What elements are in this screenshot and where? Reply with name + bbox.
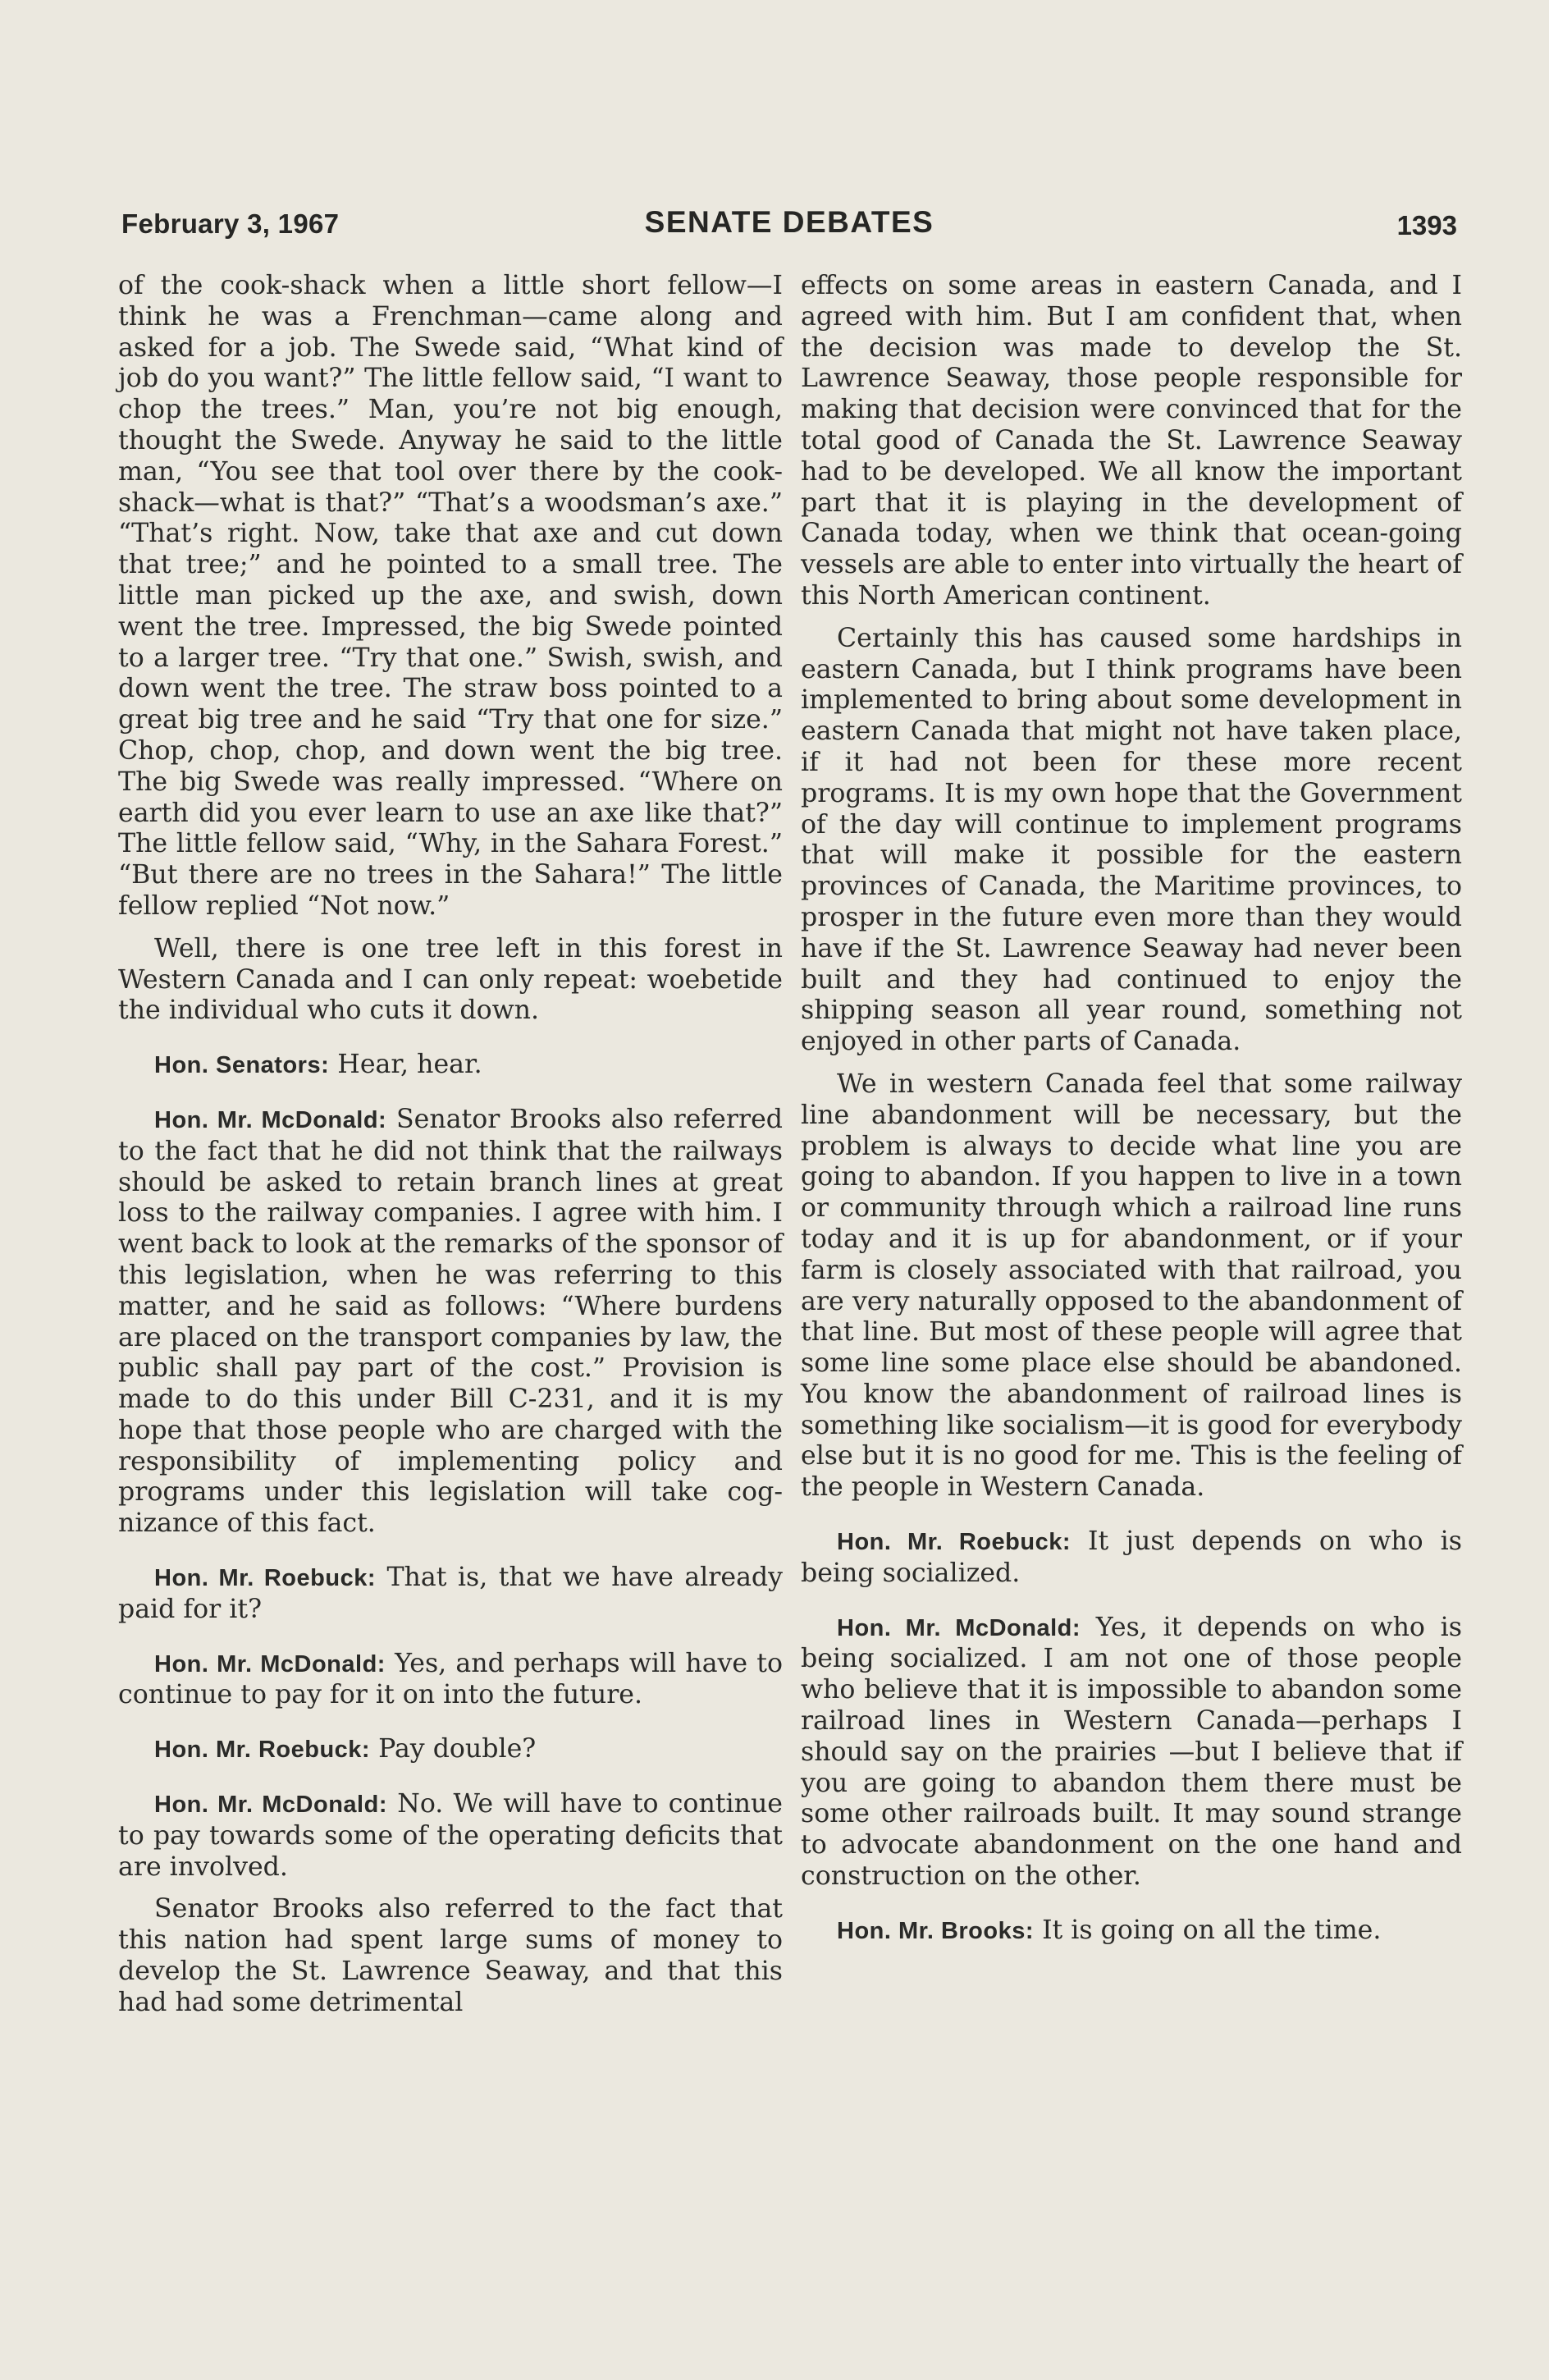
speech-text: It just depends on who is being socialized.: [801, 1526, 1462, 1588]
paragraph: Certainly this has caused some hardships in eastern Canada, but I think programs have been implemented to bring about some development in eastern Canada that might not have taken place, if it had not been for these more recent programs. It is my own hope that the Government of the day will continue to implement programs that will make it possible for the eastern provinces of Canada, the Maritime provinces, to prosper in the future even more than they would have if the St. Lawrence Seaway had never been built and they had continued to enjoy the shipping season all year round, something not enjoyed in other parts of Canada.: [801, 623, 1462, 1057]
speech: [118, 1563, 783, 1626]
header-title: SENATE DEBATES: [644, 205, 934, 239]
speaker-name: Hon. Mr. Brooks:: [837, 1917, 1035, 1944]
speech-text: Pay double?: [378, 1734, 537, 1764]
speech-text: Senator Brooks also referred to the fact that he did not think that the railways should be asked to retain branch lines at great loss to the railway companies. I agree with him. I went back to look at the remarks of the sponsor of this legislation, when he was referring to this matter, and he said as follows: “Where burdens are placed on the transport companies by law, the public shall pay part of the cost.” Provision is made to do this under Bill C-231, and it is my hope that those people who are charged with the responsibility of implementing policy and programs under this legislation will take cognizance of this fact.: [118, 1104, 783, 1539]
right-column: [801, 271, 1462, 1959]
speech-text: No. We will have to continue to pay towards some of the operating deficits that are involved.: [118, 1789, 783, 1882]
speaker-name: Hon. Mr. McDonald:: [837, 1614, 1081, 1641]
header-date: February 3, 1967: [121, 208, 340, 239]
speech: [118, 1649, 783, 1712]
speech: [118, 1050, 783, 1082]
speech-text: Yes, it depends on who is being socialized. I am not one of those people who believe that it is impossible to abandon some railroad lines in Western Canada—perhaps I should say on the prairies —but I believe that if you are going to abandon them there must be some other railroads built. It may sound strange to advocate abandonment on the one hand and construction on the other.: [801, 1612, 1462, 1892]
speaker-name: Hon. Mr. Roebuck:: [154, 1565, 376, 1592]
paragraph: effects on some areas in eastern Canada, and I agreed with him. But I am confident that, when the decision was made to develop the St. Lawrence Seaway, those people responsible for making that decision were convinced that for the total good of Canada the St. Lawrence Seaway had to be developed. We all know the important part that it is playing in the development of Canada today, when we think that ocean-going vessels are able to enter into virtually the heart of this North American continent.: [801, 271, 1462, 611]
speech: [801, 1915, 1462, 1947]
speech-text: Hear, hear.: [337, 1050, 482, 1080]
speaker-name: Hon. Mr. Roebuck:: [837, 1529, 1071, 1556]
speech-text: It is going on all the time.: [1042, 1915, 1382, 1945]
paragraph: We in western Canada feel that some railway line abandonment will be necessary, but the problem is always to decide what line you are going to abandon. If you happen to live in a town or community through which a railroad line runs today and it is up for abandonment, or if your farm is closely associated with that railroad, you are very naturally opposed to the abandonment of that line. But most of these people will agree that some line some place else should be abandoned. You know the abandonment of railroad lines is something like socialism—it is good for everybody else but it is no good for me. This is the feeling of the people in Western Canada.: [801, 1069, 1462, 1503]
speaker-name: Hon. Mr. Roebuck:: [154, 1737, 371, 1764]
paragraph: Well, there is one tree left in this forest in Western Canada and I can only repeat: woebetide the individual who cuts it down.: [118, 933, 783, 1026]
speaker-name: Hon. Mr. McDonald:: [154, 1792, 387, 1819]
speech: [118, 1789, 783, 1883]
running-header: [121, 202, 1457, 248]
paragraph: of the cook-shack when a little short fellow—I think he was a Frenchman—came along and asked for a job. The Swede said, “What kind of job do you want?” The little fellow said, “I want to chop the trees.” Man, you’re not big enough, thought the Swede. Anyway he said to the little man, “You see that tool over there by the cook-shack—what is that?” “That’s a woodsman’s axe.” “That’s right. Now, take that axe and cut down that tree;” and he pointed to a small tree. The little man picked up the axe, and swish, down went the tree. Impressed, the big Swede pointed to a larger tree. “Try that one.” Swish, swish, and down went the tree. The straw boss pointed to a great big tree and he said “Try that one for size.” Chop, chop, chop, and down went the big tree. The big Swede was really impressed. “Where on earth did you ever learn to use an axe like that?” The little fellow said, “Why, in the Sahara Forest.” “But there are no trees in the Sahara!” The little fellow replied “Not now.”: [118, 271, 783, 921]
speaker-name: Hon. Mr. McDonald:: [154, 1650, 386, 1677]
speech: [801, 1613, 1462, 1893]
speech: [801, 1526, 1462, 1590]
speech: [118, 1105, 783, 1540]
paragraph: Senator Brooks also referred to the fact that this nation had spent large sums of money to develop the St. Lawrence Seaway, and that this had had some detrimental: [118, 1894, 783, 2017]
speech: [118, 1734, 783, 1766]
speech-text: Yes, and perhaps will have to continue to pay for it on into the future.: [118, 1648, 783, 1710]
left-column: [118, 271, 783, 2030]
speaker-name: Hon. Senators:: [154, 1052, 330, 1079]
speech-text: That is, that we have already paid for it?: [118, 1563, 783, 1624]
page-number: 1393: [1396, 210, 1457, 240]
speaker-name: Hon. Mr. McDonald:: [154, 1106, 387, 1133]
